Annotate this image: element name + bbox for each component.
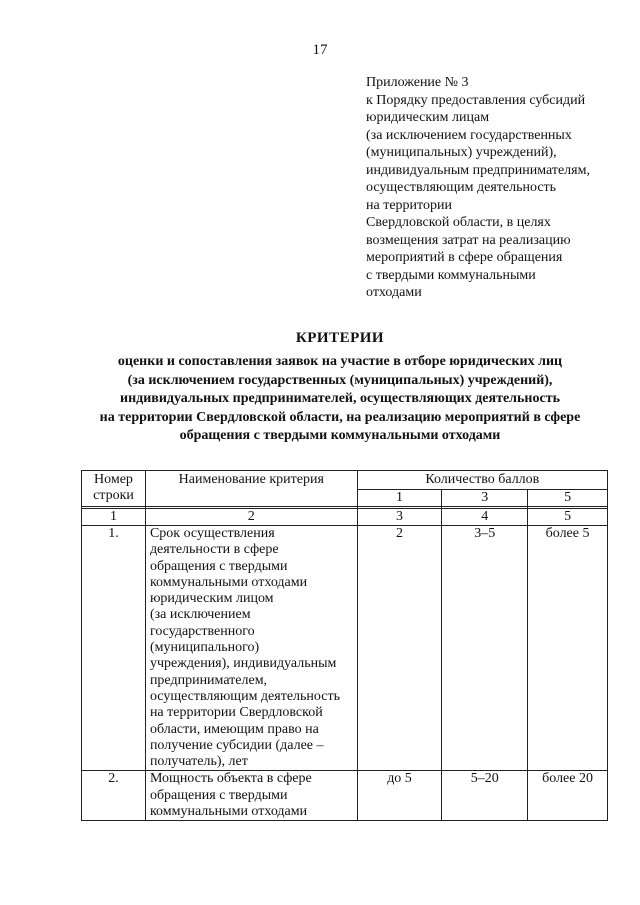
score-1-value: 2 <box>357 526 442 771</box>
header-criterion-name: Наименование критерия <box>145 471 357 507</box>
appendix-line: осуществляющим деятельность <box>366 180 557 195</box>
criterion-line: предпринимателем, <box>149 672 268 688</box>
heading-title: КРИТЕРИИ <box>295 330 385 346</box>
appendix-line: на территории <box>366 197 452 213</box>
criterion-line: осуществляющим деятельность <box>149 688 340 704</box>
column-number: 3 <box>357 509 442 526</box>
score-3-value: 5–20 <box>442 771 528 821</box>
appendix-line: индивидуальным предпринимателям, <box>366 162 590 178</box>
heading-line: на территории Свердловской области, на реализацию мероприятий в сфере <box>99 409 581 425</box>
header-score-5: 5 <box>528 490 608 507</box>
criterion-line: получатель), лет <box>149 754 248 770</box>
heading-line: индивидуальных предпринимателей, осуществляющих деятельность <box>120 391 560 406</box>
column-number: 2 <box>145 509 357 526</box>
criterion-line: получение субсидии (далее – <box>149 737 324 753</box>
heading-line: (за исключением государственных (муниципальных) учреждений), <box>127 372 553 388</box>
appendix-line: (муниципальных) учреждений), <box>366 145 557 160</box>
criteria-table <box>81 470 608 821</box>
appendix-line: к Порядку предоставления субсидий <box>366 92 586 108</box>
row-number: 2. <box>82 771 146 821</box>
heading-line: оценки и сопоставления заявок на участие в отборе юридических лиц <box>117 354 563 369</box>
appendix-line: отходами <box>366 285 422 300</box>
table-row <box>82 771 608 821</box>
appendix-caption <box>366 74 626 302</box>
criterion-line: (муниципального) <box>149 640 260 656</box>
criterion-line: (за исключением <box>149 607 251 623</box>
table-row <box>82 526 608 771</box>
appendix-line: возмещения затрат на реализацию <box>366 232 571 248</box>
criterion-line: коммунальными отходами <box>149 804 308 820</box>
appendix-line: с твердыми коммунальными <box>366 267 536 283</box>
score-3-value: 3–5 <box>442 526 528 771</box>
criterion-line: деятельности в сфере <box>149 542 279 558</box>
header-score-1: 1 <box>357 490 442 507</box>
criterion-name <box>145 771 357 821</box>
score-5-value: более 20 <box>528 771 608 821</box>
criterion-line: обращения с твердыми <box>149 558 288 574</box>
column-number: 1 <box>82 509 146 526</box>
criterion-line: обращения с твердыми <box>149 787 288 803</box>
criterion-line: Срок осуществления <box>149 526 275 541</box>
column-number: 4 <box>442 509 528 526</box>
header-score-group: Количество баллов <box>357 471 607 490</box>
appendix-line: (за исключением государственных <box>366 127 572 143</box>
appendix-line: Свердловской области, в целях <box>366 215 551 230</box>
appendix-line: Приложение № 3 <box>366 75 469 90</box>
heading-line: обращения с твердыми коммунальными отходами <box>179 428 501 443</box>
criterion-line: коммунальными отходами <box>149 574 308 590</box>
criterion-line: Мощность объекта в сфере <box>149 771 312 787</box>
header-score-3: 3 <box>442 490 528 507</box>
page-number: 17 <box>312 42 328 58</box>
criterion-line: области, имеющим право на <box>149 721 319 737</box>
appendix-line: мероприятий в сфере обращения <box>366 250 563 265</box>
criterion-name <box>145 526 357 771</box>
score-1-value: до 5 <box>357 771 442 821</box>
criterion-line: государственного <box>149 623 255 639</box>
appendix-line: юридическим лицам <box>366 110 490 125</box>
header-row-number: Номер строки <box>82 471 146 507</box>
row-number: 1. <box>82 526 146 771</box>
criterion-line: учреждения), индивидуальным <box>149 656 337 672</box>
criterion-line: на территории Свердловской <box>149 705 323 721</box>
document-heading <box>60 330 620 446</box>
score-5-value: более 5 <box>528 526 608 771</box>
column-number: 5 <box>528 509 608 526</box>
criterion-line: юридическим лицом <box>149 591 274 607</box>
